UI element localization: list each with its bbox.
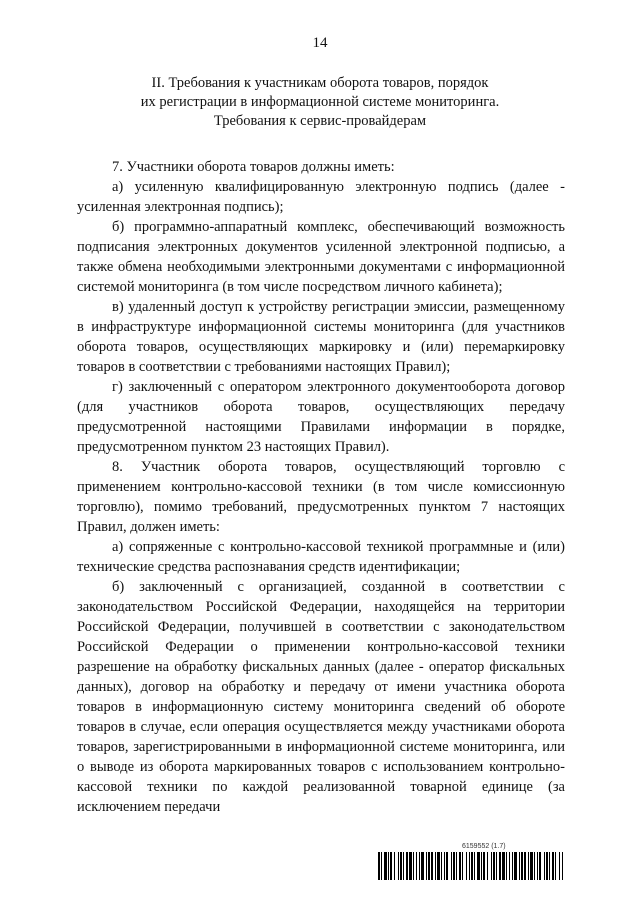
barcode-image xyxy=(378,852,564,880)
page-number: 14 xyxy=(312,35,328,51)
heading-line: Требования к сервис-провайдерам xyxy=(213,113,427,129)
paragraph: а) усиленную квалифицированную электронную подпись (далее - усиленная электронная подпись); xyxy=(77,179,565,215)
paragraph: б) заключенный с организацией, созданной в соответствии с законодательством Российской Федерации, находящейся на территории Российской Федерации, получившей в соответствии с законодательством Российской Федерации о применении контрольно-кассовой техники разрешение на обработку фискальных данных (далее - оператор фискальных данных), договор на обработку и передачу от имени участника оборота товаров в информационную систему мониторинга сведений об обороте товаров в случае, если операция осуществляется между участниками оборота товаров, зарегистрированными в информационной системе мониторинга, или о выводе из оборота маркированных товаров с использованием контрольно-кассовой техники по каждой реализованной товарной единице (за исключением передачи xyxy=(77,579,565,815)
paragraph: б) программно-аппаратный комплекс, обеспечивающий возможность подписания электронных документов усиленной электронной подписью, а также обмена необходимыми электронными документами с информационной системой мониторинга (в том числе посредством личного кабинета); xyxy=(77,219,565,295)
paragraph: 8. Участник оборота товаров, осуществляющий торговлю с применением контрольно-кассовой техники (в том числе комиссионную торговлю), помимо требований, предусмотренных пунктом 7 настоящих Правил, должен иметь: xyxy=(77,459,565,535)
paragraph: г) заключенный с оператором электронного документооборота договор (для участников оборота товаров, осуществляющих передачу предусмотренной настоящими Правилами информации в порядке, предусмотренном пунктом 23 настоящих Правил). xyxy=(77,379,565,455)
paragraph: 7. Участники оборота товаров должны иметь: xyxy=(112,159,395,175)
document-code: 6159552 (1.7) xyxy=(462,843,506,850)
paragraph: в) удаленный доступ к устройству регистрации эмиссии, размещенному в инфраструктуре информационной системы мониторинга (для участников оборота товаров, осуществляющих маркировку и (или) перемаркировку товаров в соответствии с требованиями настоящих Правил); xyxy=(77,299,565,375)
paragraph: а) сопряженные с контрольно-кассовой техникой программные и (или) технические средства распознавания средств идентификации; xyxy=(77,539,565,575)
section-heading xyxy=(90,74,550,131)
heading-line: их регистрации в информационной системе мониторинга. xyxy=(140,94,500,110)
heading-line: II. Требования к участникам оборота товаров, порядок xyxy=(151,75,489,91)
document-body xyxy=(77,157,565,817)
